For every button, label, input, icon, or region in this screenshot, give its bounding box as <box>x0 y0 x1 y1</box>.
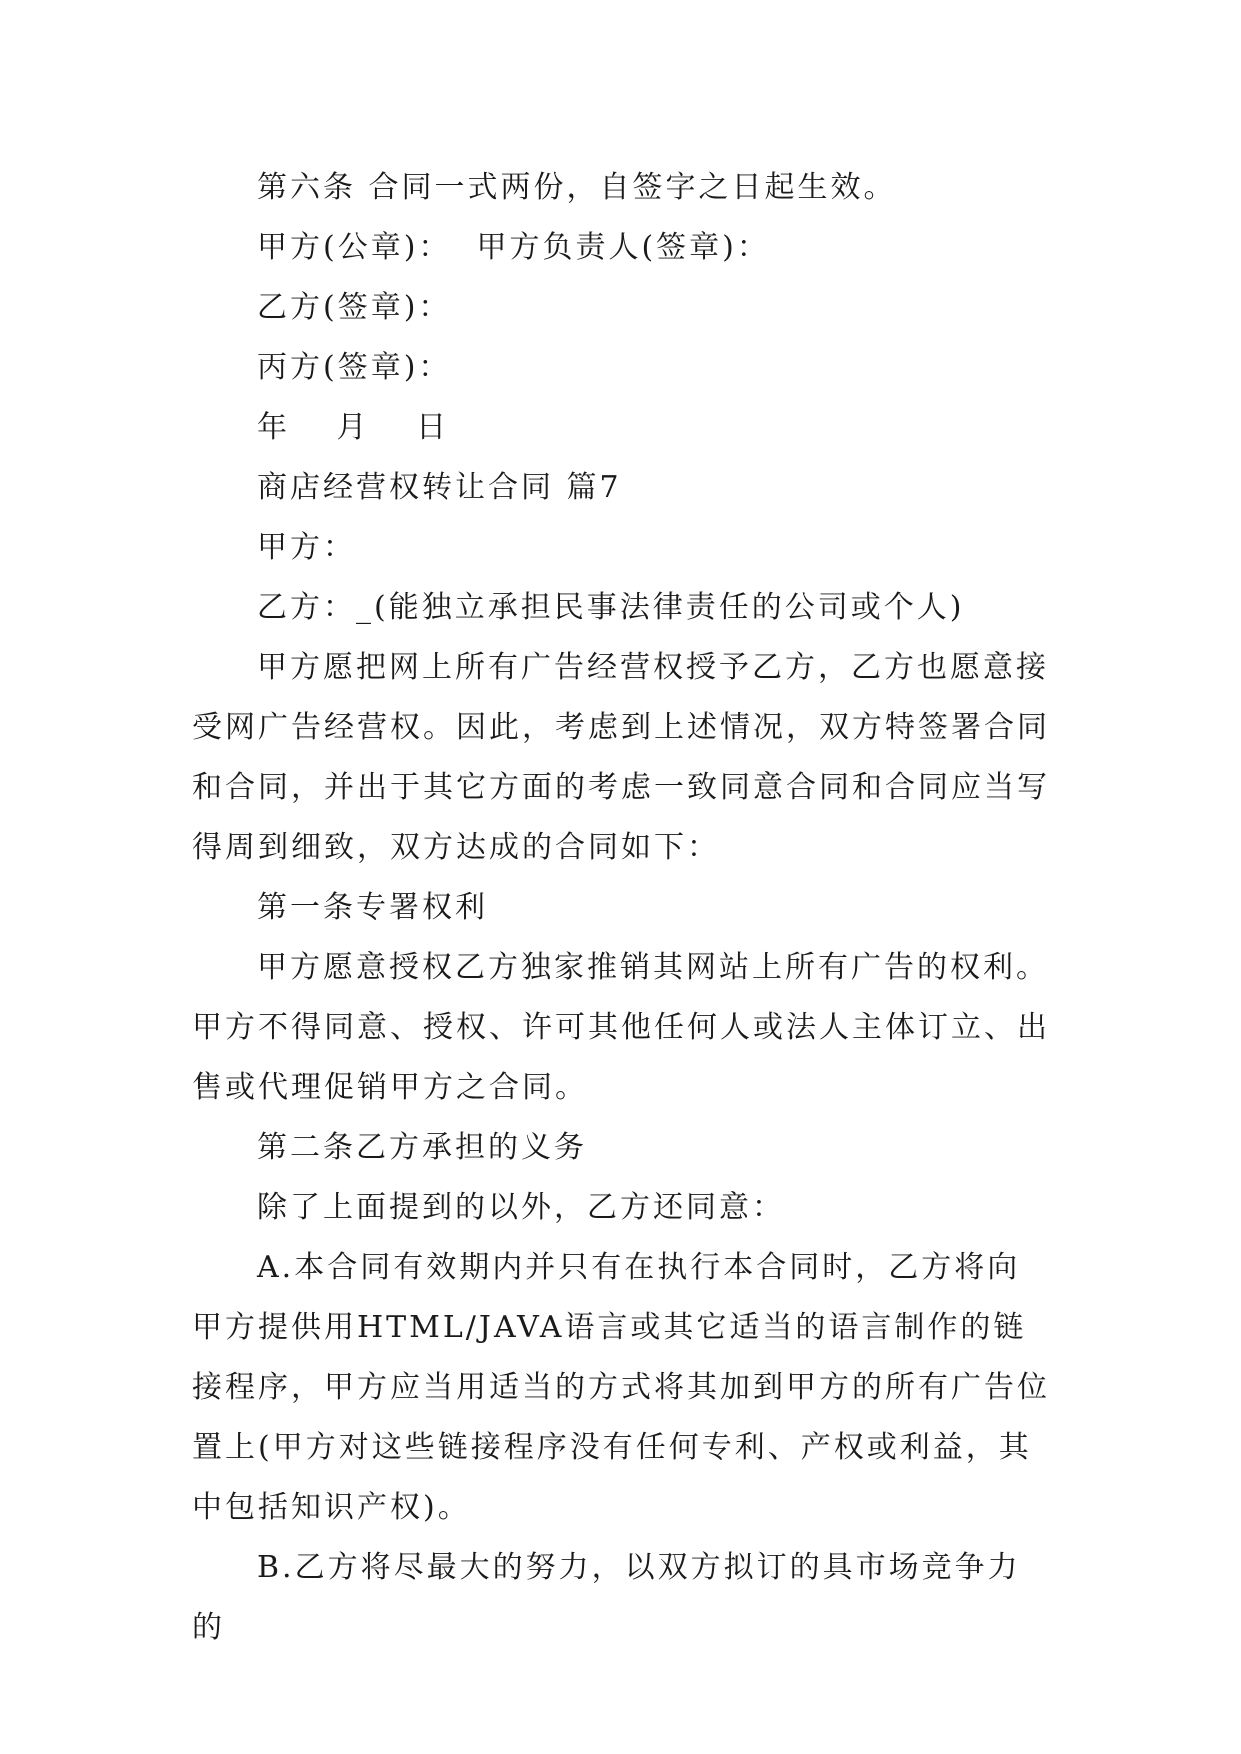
item-b-paragraph: B.乙方将尽最大的努力，以双方拟订的具市场竞争力的 <box>192 1550 1021 1645</box>
item-a-paragraph: A.本合同有效期内并只有在执行本合同时，乙方将向甲方提供用HTML/JAVA语言或其它适当的语言制作的链接程序，甲方应当用适当的方式将其加到甲方的所有广告位置上(甲方对这些链接程序没有任何专利、产权或利益，其中包括知识产权)。 <box>192 1250 1050 1525</box>
article-2-heading: 第二条乙方承担的义务 <box>257 1130 587 1165</box>
intro-paragraph: 甲方愿把网上所有广告经营权授予乙方，乙方也愿意接受网广告经营权。因此，考虑到上述情况，双方特签署合同和合同，并出于其它方面的考虑一致同意合同和合同应当写得周到细致，双方达成的合同如下： <box>192 650 1050 865</box>
party-b-sign-line: 乙方(签章)： <box>257 290 452 325</box>
party-a-seal-line: 甲方(公章)： 甲方负责人(签章)： <box>257 230 770 265</box>
date-line: 年 月 日 <box>257 410 467 445</box>
contract-title: 商店经营权转让合同 篇7 <box>257 470 622 505</box>
party-a-line: 甲方： <box>257 530 356 565</box>
article-1-body: 甲方愿意授权乙方独家推销其网站上所有广告的权利。甲方不得同意、授权、许可其他任何人或法人主体订立、出售或代理促销甲方之合同。 <box>192 950 1050 1105</box>
party-b-line: 乙方：_(能独立承担民事法律责任的公司或个人) <box>257 590 965 625</box>
document-body <box>192 158 1052 1658</box>
article-2-intro: 除了上面提到的以外，乙方还同意： <box>257 1190 785 1225</box>
clause-6-line: 第六条 合同一式两份，自签字之日起生效。 <box>257 170 897 205</box>
party-c-sign-line: 丙方(签章)： <box>257 350 452 385</box>
article-1-heading: 第一条专署权利 <box>257 890 488 925</box>
